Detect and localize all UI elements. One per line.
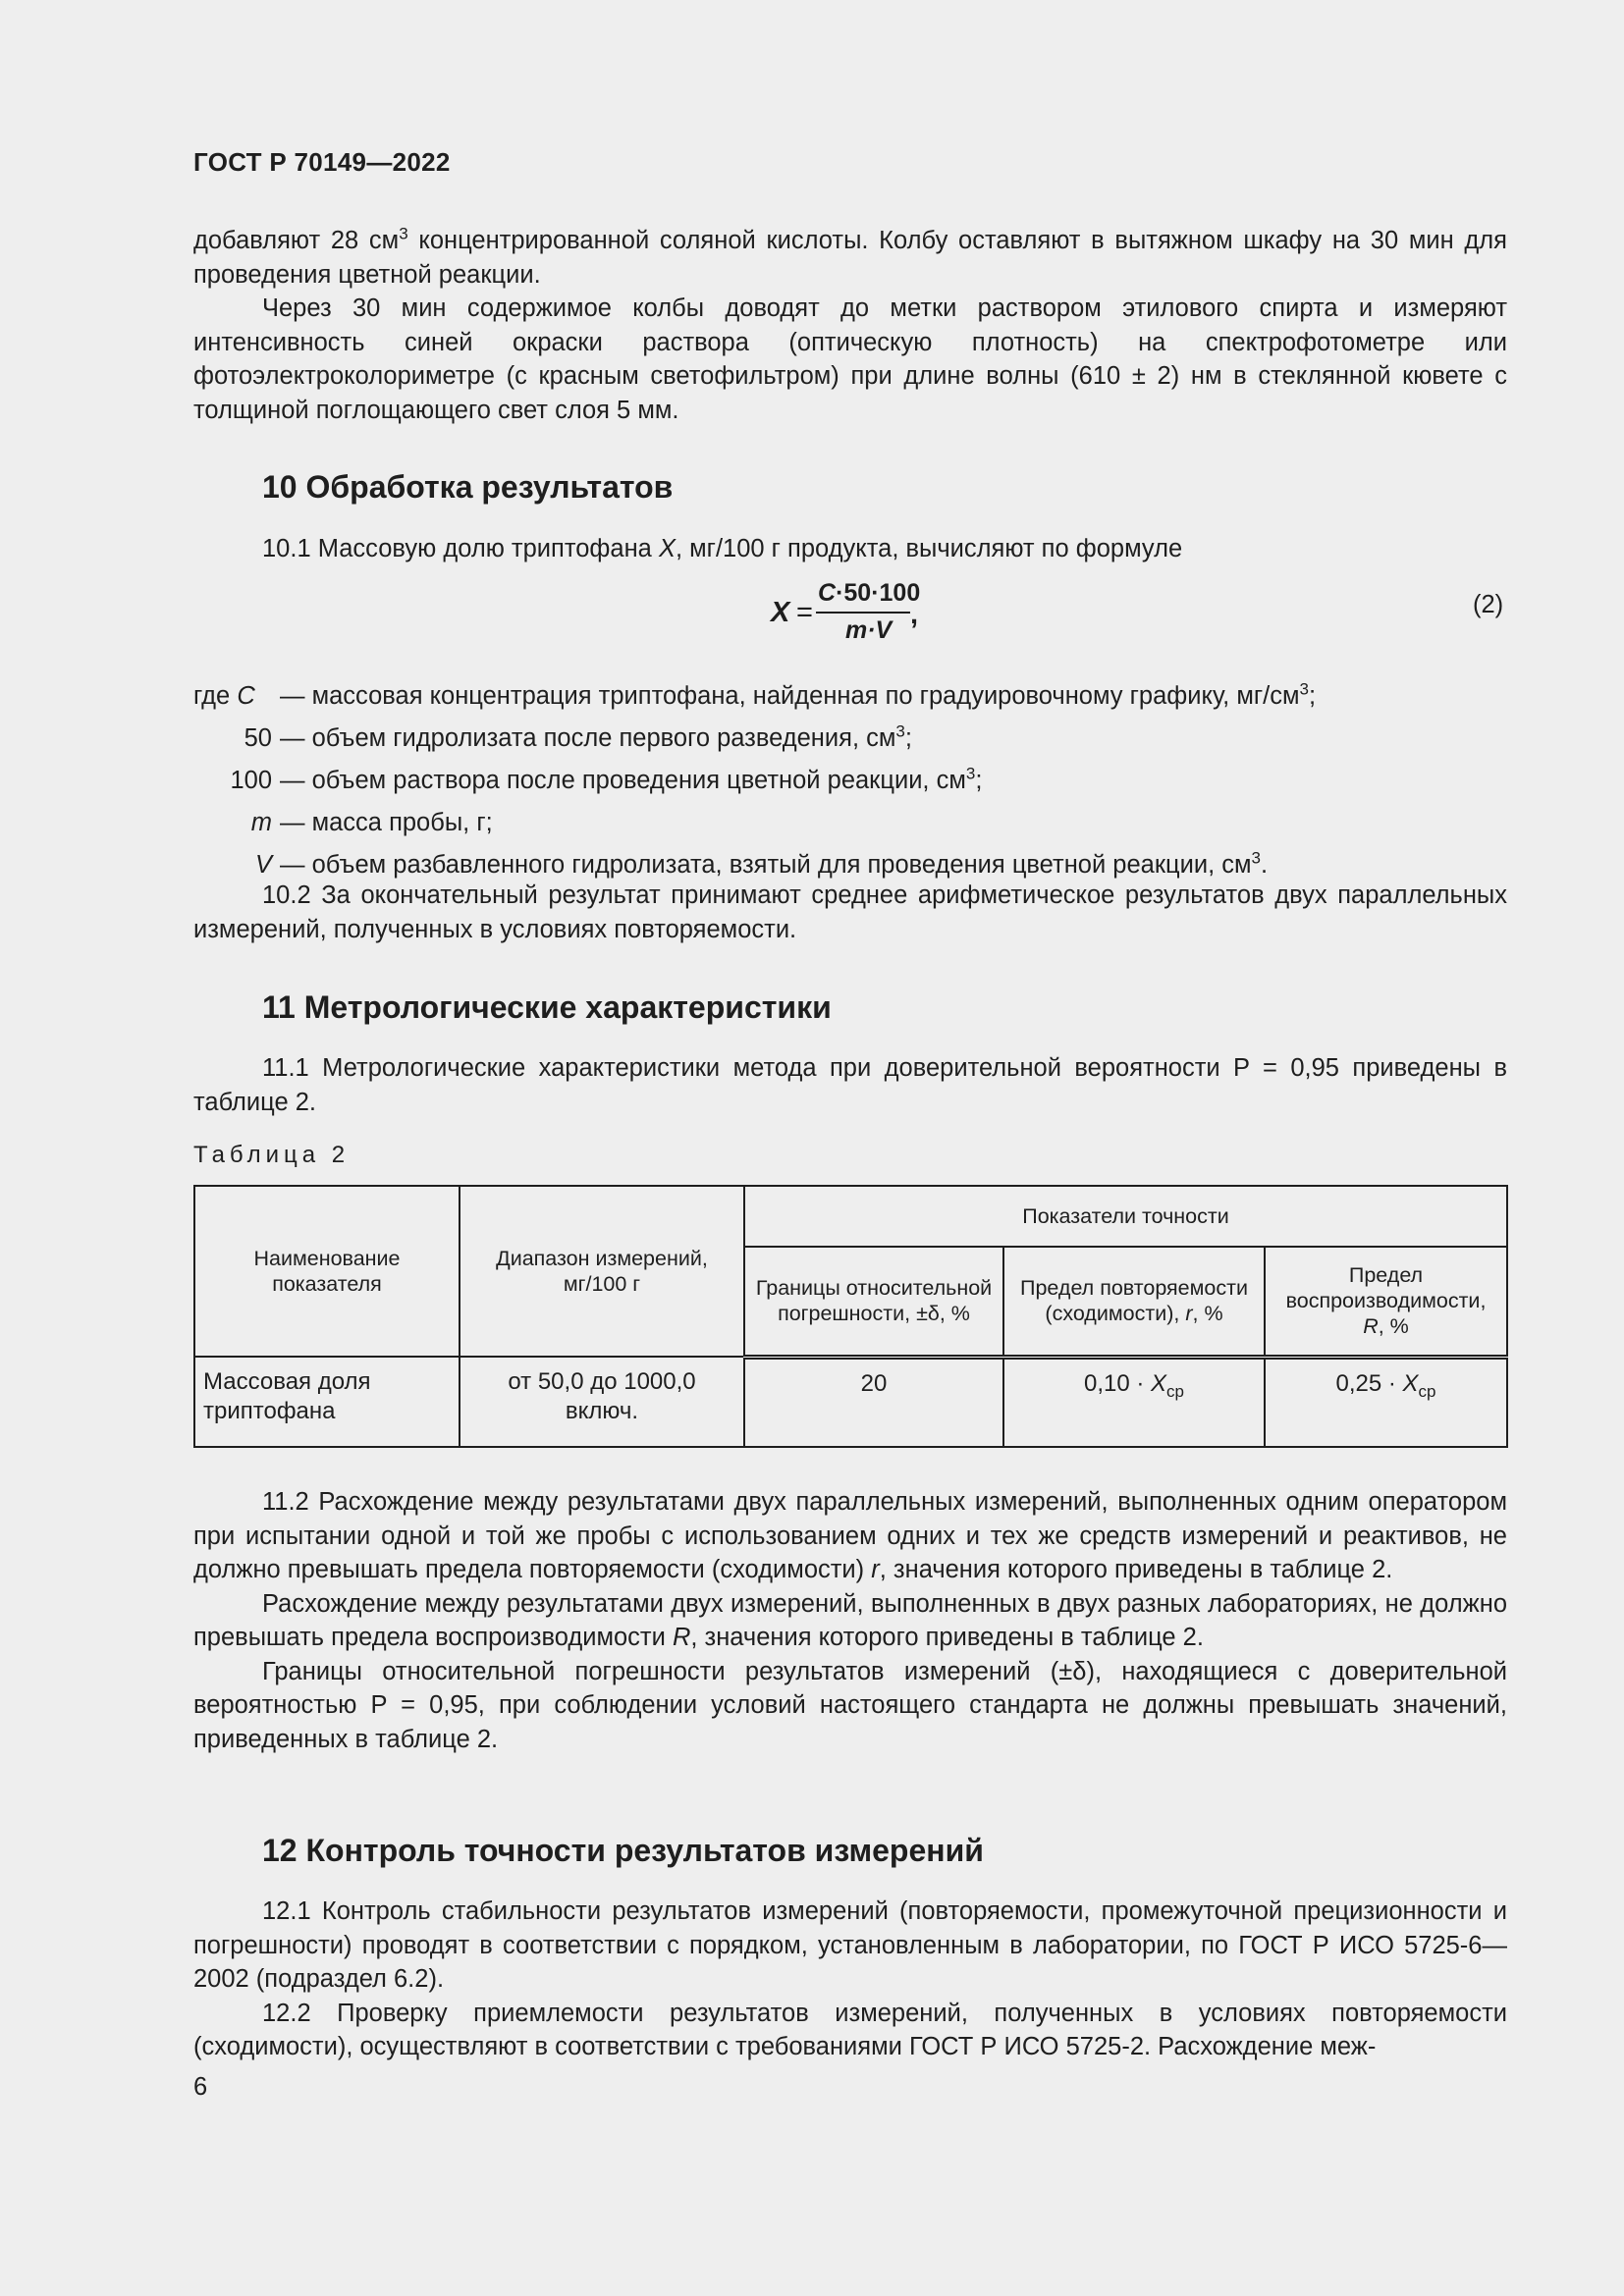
- formula-2: [771, 579, 947, 648]
- cell-name: Массовая доля триптофана: [194, 1357, 460, 1447]
- table-2: [193, 1185, 1508, 1448]
- col-header-name: Наименование показателя: [194, 1186, 460, 1357]
- cell-range: от 50,0 до 1000,0 включ.: [460, 1357, 744, 1447]
- col-header-r: Предел повторяемости (сходимости), r, %: [1003, 1247, 1265, 1357]
- formula-comma: ,: [910, 599, 919, 630]
- paragraph-11-4: Границы относительной погрешности результатов измерений (±δ), находящиеся с доверительной вероятностью P = 0,95, при соблюдении условий настоящего стандарта не должны превышать значений, приведенных в таблице 2.: [193, 1657, 1507, 1753]
- page-number: 6: [193, 2073, 208, 2101]
- section-10-2: [193, 879, 1507, 946]
- legend-symbol: m: [250, 809, 272, 836]
- table-row: [194, 1357, 1507, 1447]
- legend-symbol: 100: [230, 767, 272, 794]
- section-11-heading: 11 Метрологические характеристики: [262, 989, 832, 1025]
- p10-1-var: X: [658, 535, 676, 562]
- cell-R: $0,25 \cdot X_{ср}$: [1265, 1357, 1507, 1447]
- legend-text: — объем гидролизата после первого разведения, $см^3$;: [280, 721, 912, 752]
- paragraph-11-2: 11.2 Расхождение между результатами двух параллельных измерений, выполненных одним оператором при испытании одной и той же пробы с использованием одних и тех же средств измерений и реактивов, не должно превышать предела повторяемости (сходимости) r, значения которого приведены в таблице 2.: [193, 1488, 1507, 1583]
- paragraph-10-1: [193, 532, 1507, 566]
- formula-number: (2): [1473, 591, 1504, 618]
- formula-eq: =: [796, 597, 813, 628]
- col-header-delta: Границы относительной погрешности, ±δ, %: [744, 1247, 1003, 1357]
- table-caption: Таблица 2: [193, 1142, 351, 1168]
- p1-text-b: концентрированной соляной кислоты. Колбу оставляют в вытяжном шкафу на 30 мин для проведения цветной реакции.: [193, 227, 1507, 289]
- p1-sup: 3: [399, 224, 408, 243]
- formula-fraction-line: [816, 612, 910, 614]
- col-group-header: Показатели точности: [744, 1186, 1507, 1247]
- col-header-range: Диапазон измерений, мг/100 г: [460, 1186, 744, 1357]
- p10-1-a: 10.1 Массовую долю триптофана: [262, 535, 659, 562]
- section-11-text: [193, 1485, 1507, 1756]
- section-11-intro: [193, 1051, 1507, 1119]
- legend-text: — масса пробы, г;: [280, 809, 493, 836]
- legend-symbol: V: [254, 851, 272, 879]
- paragraph-1: [193, 224, 1507, 292]
- section-10-heading: 10 Обработка результатов: [262, 469, 674, 505]
- document-code-header: ГОСТ Р 70149—2022: [193, 147, 451, 177]
- section-10-intro: [193, 532, 1507, 566]
- paragraph-12-1: 12.1 Контроль стабильности результатов измерений (повторяемости, промежуточной прецизионности и погрешности) проводят в соответствии с порядком, установленным в лаборатории, по ГОСТ Р ИСО 5725-6—2002 (подраздел 6.2).: [193, 1897, 1507, 1993]
- legend-text: — объем разбавленного гидролизата, взятый для проведения цветной реакции, $см^3$.: [280, 848, 1269, 879]
- legend-text: — объем раствора после проведения цветной реакции, $см^3$;: [280, 764, 983, 794]
- section-12-text: [193, 1895, 1507, 2064]
- legend-symbol: 50: [244, 724, 272, 752]
- cell-delta: 20: [744, 1357, 1003, 1447]
- paragraph-2: Через 30 мин содержимое колбы доводят до метки раствором этилового спирта и измеряют интенсивность синей окраски раствора (оптическую плотность) на спектрофотометре или фотоэлектроколориметре (с красным светофильтром) при длине волны (610 ± 2) нм в стеклянной кювете с толщиной поглощающего свет слоя 5 мм.: [193, 294, 1507, 424]
- paragraph-11-1: 11.1 Метрологические характеристики метода при доверительной вероятности P = 0,95 приведены в таблице 2.: [193, 1054, 1507, 1116]
- formula-lhs: X: [771, 597, 790, 628]
- paragraph-12-2: 12.2 Проверку приемлемости результатов измерений, полученных в условиях повторяемости (сходимости), осуществляют в соответствии с требованиями ГОСТ Р ИСО 5725-2. Расхождение меж-: [193, 1999, 1507, 2060]
- p1-text-a: добавляют 28 см: [193, 227, 400, 254]
- formula-numerator: C·50·100: [818, 579, 921, 607]
- cell-r: $0,10 \cdot X_{ср}$: [1003, 1357, 1265, 1447]
- p10-1-b: , мг/100 г продукта, вычисляют по формуле: [675, 535, 1183, 562]
- legend-text: — массовая концентрация триптофана, найденная по градуировочному графику, $мг/см^3$;: [280, 679, 1317, 710]
- legend-symbol: где C: [193, 682, 255, 710]
- paragraph-11-3: Расхождение между результатами двух измерений, выполненных в двух разных лабораториях, не должно превышать предела воспроизводимости R, значения которого приведены в таблице 2.: [193, 1589, 1507, 1651]
- col-header-R: Предел воспроизводимости, R, %: [1265, 1247, 1507, 1357]
- section-12-heading: 12 Контроль точности результатов измерений: [262, 1833, 984, 1868]
- formula-denominator: m·V: [845, 616, 893, 644]
- paragraph-10-2: 10.2 За окончательный результат принимают среднее арифметическое результатов двух параллельных измерений, полученных в условиях повторяемости.: [193, 881, 1507, 943]
- intro-text: [193, 224, 1507, 427]
